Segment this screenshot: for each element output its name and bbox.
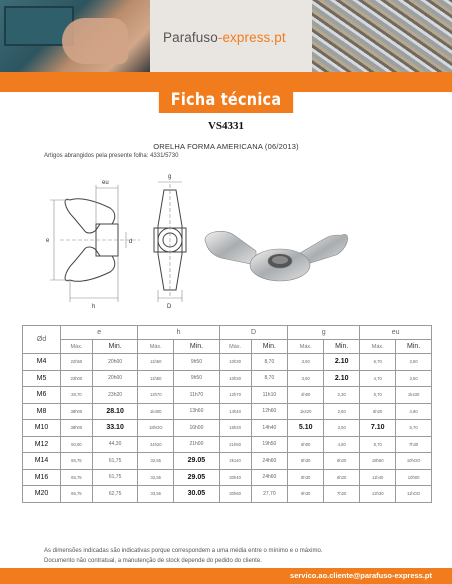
table-cell: 5,70 (360, 387, 396, 404)
header-photo-screws (312, 0, 452, 72)
hand-shape (62, 18, 128, 64)
table-cell: 18h60 (360, 453, 396, 470)
table-cell: 20h00 (92, 370, 138, 387)
table-cell: 3,50 (396, 354, 432, 371)
table-cell: 29.05 (174, 453, 220, 470)
covered-articles: Artigos abrangidos pela presente folha: 4331/5730 (44, 153, 179, 159)
table-row (23, 354, 432, 371)
table-cell: 6h20 (360, 403, 396, 420)
table-cell: 2.10 (324, 370, 360, 387)
table-cell: 11h40 (360, 469, 396, 486)
table-cell: 1k430 (396, 387, 432, 404)
table-cell: 7.10 (360, 420, 396, 437)
table-row (23, 420, 432, 437)
table-cell: 16h20 (219, 420, 251, 437)
table-cell: 30h40 (219, 469, 251, 486)
table-cell: 8,70 (251, 370, 288, 387)
table-cell: 3,50 (324, 420, 360, 437)
table-cell: 23h20 (92, 387, 138, 404)
table-cell: 9h50 (174, 370, 220, 387)
table-cell: 2,30 (324, 387, 360, 404)
logo-text-accent: -express.pt (217, 30, 286, 45)
contact-email[interactable]: servico.ao.cliente@parafuso-express.pt (290, 571, 432, 580)
sheet-title-text: Ficha técnica (159, 88, 293, 113)
table-cell: 1k420 (288, 403, 324, 420)
header-eu: eu (360, 326, 432, 340)
table-row (23, 370, 432, 387)
left-wing-top-line (65, 199, 100, 233)
table-cell: 33,55 (138, 486, 174, 503)
table-row (23, 403, 432, 420)
header-h: h (138, 326, 219, 340)
table-cell: 44,30 (92, 436, 138, 453)
table-cell: 6,70 (360, 354, 396, 371)
table-cell: 21h50 (219, 436, 251, 453)
table-cell: 22h50 (61, 354, 93, 371)
table-cell: 21h00 (174, 436, 220, 453)
dimensions-table (22, 325, 432, 503)
table-cell: 30h60 (219, 486, 251, 503)
table-cell: 9h30 (288, 486, 324, 503)
table-cell: 24h20 (138, 436, 174, 453)
table-cell: 8,70 (251, 354, 288, 371)
sub-header: Min. (396, 340, 432, 354)
table-cell: 3,50 (396, 370, 432, 387)
table-cell: 11h50 (138, 370, 174, 387)
table-row (23, 453, 432, 470)
table-cell: 18hOO (138, 420, 174, 437)
logo-text-main: Parafuso (163, 30, 218, 45)
table-cell: 20h00 (92, 354, 138, 371)
table-row (23, 387, 432, 404)
table-header-sub (23, 340, 432, 354)
table-cell: 5.10 (288, 420, 324, 437)
table-cell: 13h70 (138, 387, 174, 404)
table-cell: 4h00 (288, 387, 324, 404)
table-cell: 11h10 (251, 387, 288, 404)
table-cell: 38h00 (61, 403, 93, 420)
table-cell: 6h20 (324, 453, 360, 470)
table-cell: 6h20 (324, 469, 360, 486)
brand-logo (163, 30, 286, 45)
sub-header: Min. (174, 340, 220, 354)
table-cell: 10h30 (219, 370, 251, 387)
table-cell: 28.10 (92, 403, 138, 420)
table-cell: 2,60 (324, 403, 360, 420)
product-code: VS4331 (207, 120, 245, 132)
table-cell: 9h50 (174, 354, 220, 371)
table-cell: 13h60 (174, 403, 220, 420)
table-cell: 8h30 (288, 453, 324, 470)
photo-left-wing (205, 231, 256, 265)
table-cell: 10hOO (396, 453, 432, 470)
cell-size: M10 (23, 420, 61, 437)
table-cell: 23h00 (61, 370, 93, 387)
table-cell: 24h60 (251, 453, 288, 470)
label-g: g (168, 174, 172, 180)
cell-size: M4 (23, 354, 61, 371)
table-cell: 5,70 (396, 420, 432, 437)
bottom-wing-outline (70, 256, 115, 281)
sub-header: Máx. (360, 340, 396, 354)
sub-header: Min. (324, 340, 360, 354)
table-cell: 10h30 (219, 354, 251, 371)
table-cell: 1k400 (138, 403, 174, 420)
table-cell: 2.10 (324, 354, 360, 371)
table-cell: 3,50 (288, 370, 324, 387)
wing-nut-photo (196, 215, 356, 297)
table-row (23, 436, 432, 453)
table-cell: 62,75 (92, 486, 138, 503)
table-cell: 50,00 (61, 436, 93, 453)
table-cell: 16h00 (174, 420, 220, 437)
table-cell: 14h40 (251, 420, 288, 437)
note-dimensions: As dimensões indicadas são indicativas porque correspondem a uma média entre o mínimo e o máximo. (44, 548, 323, 554)
table-cell: 32,55 (138, 453, 174, 470)
table-row (23, 486, 432, 503)
table-cell: 3,50 (288, 354, 324, 371)
table-cell: 61,75 (92, 469, 138, 486)
table-cell: 38h00 (61, 420, 93, 437)
sub-header: Máx. (219, 340, 251, 354)
cell-size: M16 (23, 469, 61, 486)
table-cell: 12h60 (251, 403, 288, 420)
sub-header: Min. (92, 340, 138, 354)
cell-size: M12 (23, 436, 61, 453)
sub-header: Máx. (288, 340, 324, 354)
sheet-title (0, 88, 452, 113)
table-cell: 8h30 (288, 469, 324, 486)
table-cell: 30.05 (174, 486, 220, 503)
photo-thread (272, 256, 288, 264)
header-g: g (288, 326, 360, 340)
table-cell: 14h40 (219, 403, 251, 420)
table-cell: 27,70 (251, 486, 288, 503)
table-cell: 24h60 (251, 469, 288, 486)
table-cell: 2k140 (219, 453, 251, 470)
table-cell: 66,75 (61, 486, 93, 503)
table-cell: 12h30 (360, 486, 396, 503)
table-cell: 7h30 (396, 436, 432, 453)
header-size: Ød (23, 326, 61, 354)
table-cell: 8,70 (360, 436, 396, 453)
table-cell: 19h50 (251, 436, 288, 453)
sub-header: Máx. (138, 340, 174, 354)
table-cell: 32,55 (138, 469, 174, 486)
table-row (23, 469, 432, 486)
table-cell: 4,80 (324, 436, 360, 453)
note-contract: Documento não contratual, a manutenção de stock depende do pedido do cliente. (44, 558, 262, 564)
header-D: D (219, 326, 287, 340)
label-D: D (167, 304, 172, 310)
label-h: h (92, 304, 96, 310)
product-name: ORELHA FORMA AMERICANA (06/2013) (153, 142, 299, 151)
label-eu: eu (102, 180, 109, 186)
sub-header: Máx. (61, 340, 93, 354)
top-wing-outline (70, 199, 115, 224)
label-d: d (129, 239, 133, 245)
technical-drawing (40, 168, 210, 318)
cell-size: M14 (23, 453, 61, 470)
table-cell: 10h00 (396, 469, 432, 486)
cell-size: M8 (23, 403, 61, 420)
header-banner (0, 0, 452, 92)
cell-size: M6 (23, 387, 61, 404)
table-cell: 11h70 (174, 387, 220, 404)
table-cell: 11h50 (138, 354, 174, 371)
footer-bar (0, 568, 452, 584)
cell-size: M20 (23, 486, 61, 503)
table-cell: 65,75 (61, 453, 93, 470)
table-cell: 6h00 (288, 436, 324, 453)
header-photo-toolbox (0, 0, 150, 72)
table-cell: 4,80 (396, 403, 432, 420)
table-cell: 28,70 (61, 387, 93, 404)
table-cell: 11hOO (396, 486, 432, 503)
table-header-groups (23, 326, 432, 340)
table-cell: 7h20 (324, 486, 360, 503)
table-cell: 12h70 (219, 387, 251, 404)
sub-header: Min. (251, 340, 288, 354)
label-e: e (46, 238, 50, 244)
table-cell: 29.05 (174, 469, 220, 486)
table-cell: 4,70 (360, 370, 396, 387)
table-cell: 61,75 (92, 453, 138, 470)
table-cell: 65,75 (61, 469, 93, 486)
cell-size: M5 (23, 370, 61, 387)
header-e: e (61, 326, 138, 340)
table-cell: 33.10 (92, 420, 138, 437)
left-wing-bottom-line (65, 247, 100, 281)
table-body (23, 354, 432, 503)
